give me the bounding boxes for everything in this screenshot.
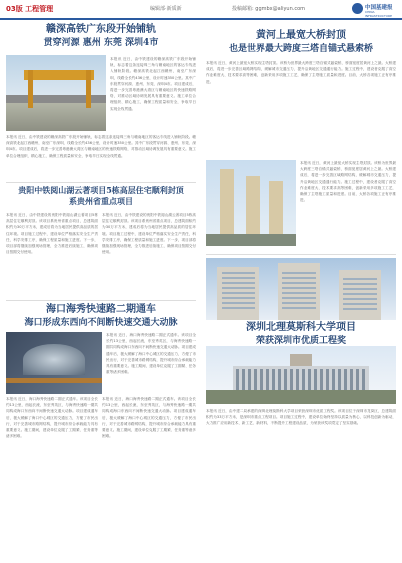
edition-label: 编辑部·新质新 bbox=[150, 6, 182, 12]
divider bbox=[206, 254, 396, 255]
article-body-continued: 本报讯 近日，由中铁建设的赣深高铁广东段开始铺轨，标志着这条连接珠三角与赣南地区的客运专线进入铺轨阶段。赣深高铁北起江西赣州，南至广东深圳，线路全长约436公里，设计时速350公里。其中广东段贯穿河源、惠州、东莞、深圳4市。项目建成后，将进一步完善粤港澳大湾区与赣南地区的快速铁路网络，对推动区域协调发展具有重要意义。施工单位合理组织、精心施工，确保工程质量和安全，争取早日实现全线贯通。 bbox=[6, 135, 196, 158]
newspaper-logo bbox=[352, 2, 398, 16]
article-title: 海口海秀快速路二期通车 bbox=[46, 304, 156, 315]
article-subtitle: 系贵州省重点项目 bbox=[69, 196, 133, 207]
logo-name: 中国基建报 bbox=[365, 5, 393, 11]
article-title: 贵阳中铁阅山湖云著项目5栋高层住宅顺利封顶 bbox=[18, 185, 184, 195]
article-haikou-expressway bbox=[6, 304, 196, 328]
logo-mark-icon bbox=[352, 3, 363, 14]
article-title: 黄河上最宽大桥封顶 bbox=[256, 30, 346, 41]
article-guiyang-residential bbox=[6, 186, 196, 206]
article-ganshen-railway bbox=[6, 24, 196, 48]
article-body: 本报讯 近日，海口海秀快速路二期正式通车。该项目全长约13公里，西起长流，东至秀英区，与海秀快速路一期共同构成海口东西向不间断快速交通大动脉。项目建成通车后，极大缓解了海口中心城区的交通压力，方便了市民出行，对于完善城市路网结构，提升城市综合承载能力具有重要意义。施工期间，建设单位克服了工期紧、任务重等诸多困难。 bbox=[106, 333, 196, 375]
article-body: 本报讯 近日，由中铁建设的贵阳中铁阅山湖云著项目5栋高层住宅顺利封顶。该项目系贵州省重点项目，总建筑面积约为30万平方米，建成后将为当地居民提供高品质的居住环境。项目施工过程中，建设单位严格落实安全生产责任，科学安排工序，确保工程质量和施工进度。下一步，项目部将继续加强现场管理，全力推进后续施工，确保项目按期交付使用。 bbox=[6, 213, 98, 255]
page-header bbox=[0, 0, 402, 20]
article-subtitle: 也是世界最大跨度三塔自锚式悬索桥 bbox=[228, 43, 373, 54]
article-title: 赣深高铁广东段开始铺轨 bbox=[46, 24, 156, 35]
article-body: 本报讯 近日，由中铁建设的赣深高铁广东段开始铺轨，标志着这条连接珠三角与赣南地区的客运专线进入铺轨阶段。赣深高铁北起江西赣州，南至广东深圳，线路全长约436公里，设计时速350公里。其中广东段贯穿河源、惠州、东莞、深圳4市。项目建成后，将进一步完善粤港澳大湾区与赣南地区的快速铁路网络，对推动区域协调发展具有重要意义。施工单位合理组织、精心施工，确保工程质量和安全，争取早日实现全线贯通。 bbox=[110, 57, 196, 111]
article-subtitle: 贯穿河源 惠州 东莞 深圳4市 bbox=[43, 37, 159, 48]
submission-email: 投稿邮箱: ggmbx@aliyun.com bbox=[232, 6, 306, 12]
photo-university-building bbox=[206, 346, 396, 404]
divider bbox=[6, 182, 196, 183]
article-body-continued: 本报讯 近日，黄河上最宽大桥实现主塔封顶。该桥为世界最大跨度三塔自锚式悬索桥，桥面宽度居黄河上之最。大桥建成后，将进一步完善区域路网结构，缓解城市交通压力，提升沿黄地区交通通行能力。施工过程中，建设者克服了高空作业难度大、技术要求高等困难，创新采用多项施工工艺，确保了主塔施工质量和进度。目前，大桥各项施工正有序推进。 bbox=[300, 161, 396, 203]
article-body-continued: 本报讯 近日，海口海秀快速路二期正式通车。该项目全长约13公里，西起长流，东至秀英区，与海秀快速路一期共同构成海口东西向不间断快速交通大动脉。项目建成通车后，极大缓解了海口中心城区的交通压力，方便了市民出行，对于完善城市路网结构，提升城市综合承载能力具有重要意义。施工期间，建设单位克服了工期紧、任务重等诸多困难。 bbox=[102, 397, 196, 439]
article-body-continued: 本报讯 近日，由中铁建设的贵阳中铁阅山湖云著项目5栋高层住宅顺利封顶。该项目系贵州省重点项目，总建筑面积约为30万平方米，建成后将为当地居民提供高品质的居住环境。项目施工过程中，建设单位严格落实安全生产责任，科学安排工序，确保工程质量和施工进度。下一步，项目部将继续加强现场管理，全力推进后续施工，确保项目按期交付使用。 bbox=[102, 213, 196, 255]
article-title: 深圳北理莫斯科大学项目 bbox=[246, 322, 356, 333]
page-label: 03版 工程管理 bbox=[6, 5, 54, 13]
photo-bridge-towers bbox=[206, 160, 296, 246]
photo-railway-track-laying bbox=[6, 55, 106, 131]
divider bbox=[6, 300, 196, 301]
article-body: 本报讯 近日，由中建二局承建的深圳北理莫斯科大学项目荣获深圳市优质工程奖。该项目位于深圳市龙岗区，总建筑面积约为33万平方米，是深圳市重点工程项目。项目施工过程中，建设单位始终坚持以质量为核心，以科技创新为驱动，大力推广应用新技术、新工艺、新材料，不断提升工程建设品质，为荣获该奖项奠定了坚实基础。 bbox=[206, 409, 396, 426]
photo-residential-highrise bbox=[206, 258, 396, 320]
article-body: 本报讯 近日，黄河上最宽大桥实现主塔封顶。该桥为世界最大跨度三塔自锚式悬索桥，桥面宽度居黄河上之最。大桥建成后，将进一步完善区域路网结构，缓解城市交通压力，提升沿黄地区交通通行能力。施工过程中，建设者克服了高空作业难度大、技术要求高等困难，创新采用多项施工工艺，确保了主塔施工质量和进度。目前，大桥各项施工正有序推进。 bbox=[206, 61, 396, 84]
article-yellow-river-bridge bbox=[206, 30, 396, 54]
article-subtitle: 海口形成东西向不间断快速交通大动脉 bbox=[24, 317, 178, 328]
logo-sub: CHINA INFRASTRUCTURE bbox=[365, 10, 392, 18]
article-body-continued: 本报讯 近日，海口海秀快速路二期正式通车。该项目全长约13公里，西起长流，东至秀英区，与海秀快速路一期共同构成海口东西向不间断快速交通大动脉。项目建成通车后，极大缓解了海口中心城区的交通压力，方便了市民出行，对于完善城市路网结构，提升城市综合承载能力具有重要意义。施工期间，建设单位克服了工期紧、任务重等诸多困难。 bbox=[6, 397, 98, 439]
article-shenzhen-msu-university bbox=[206, 322, 396, 346]
photo-expressway-tunnel bbox=[6, 332, 102, 394]
article-subtitle: 荣获深圳市优质工程奖 bbox=[255, 335, 346, 346]
